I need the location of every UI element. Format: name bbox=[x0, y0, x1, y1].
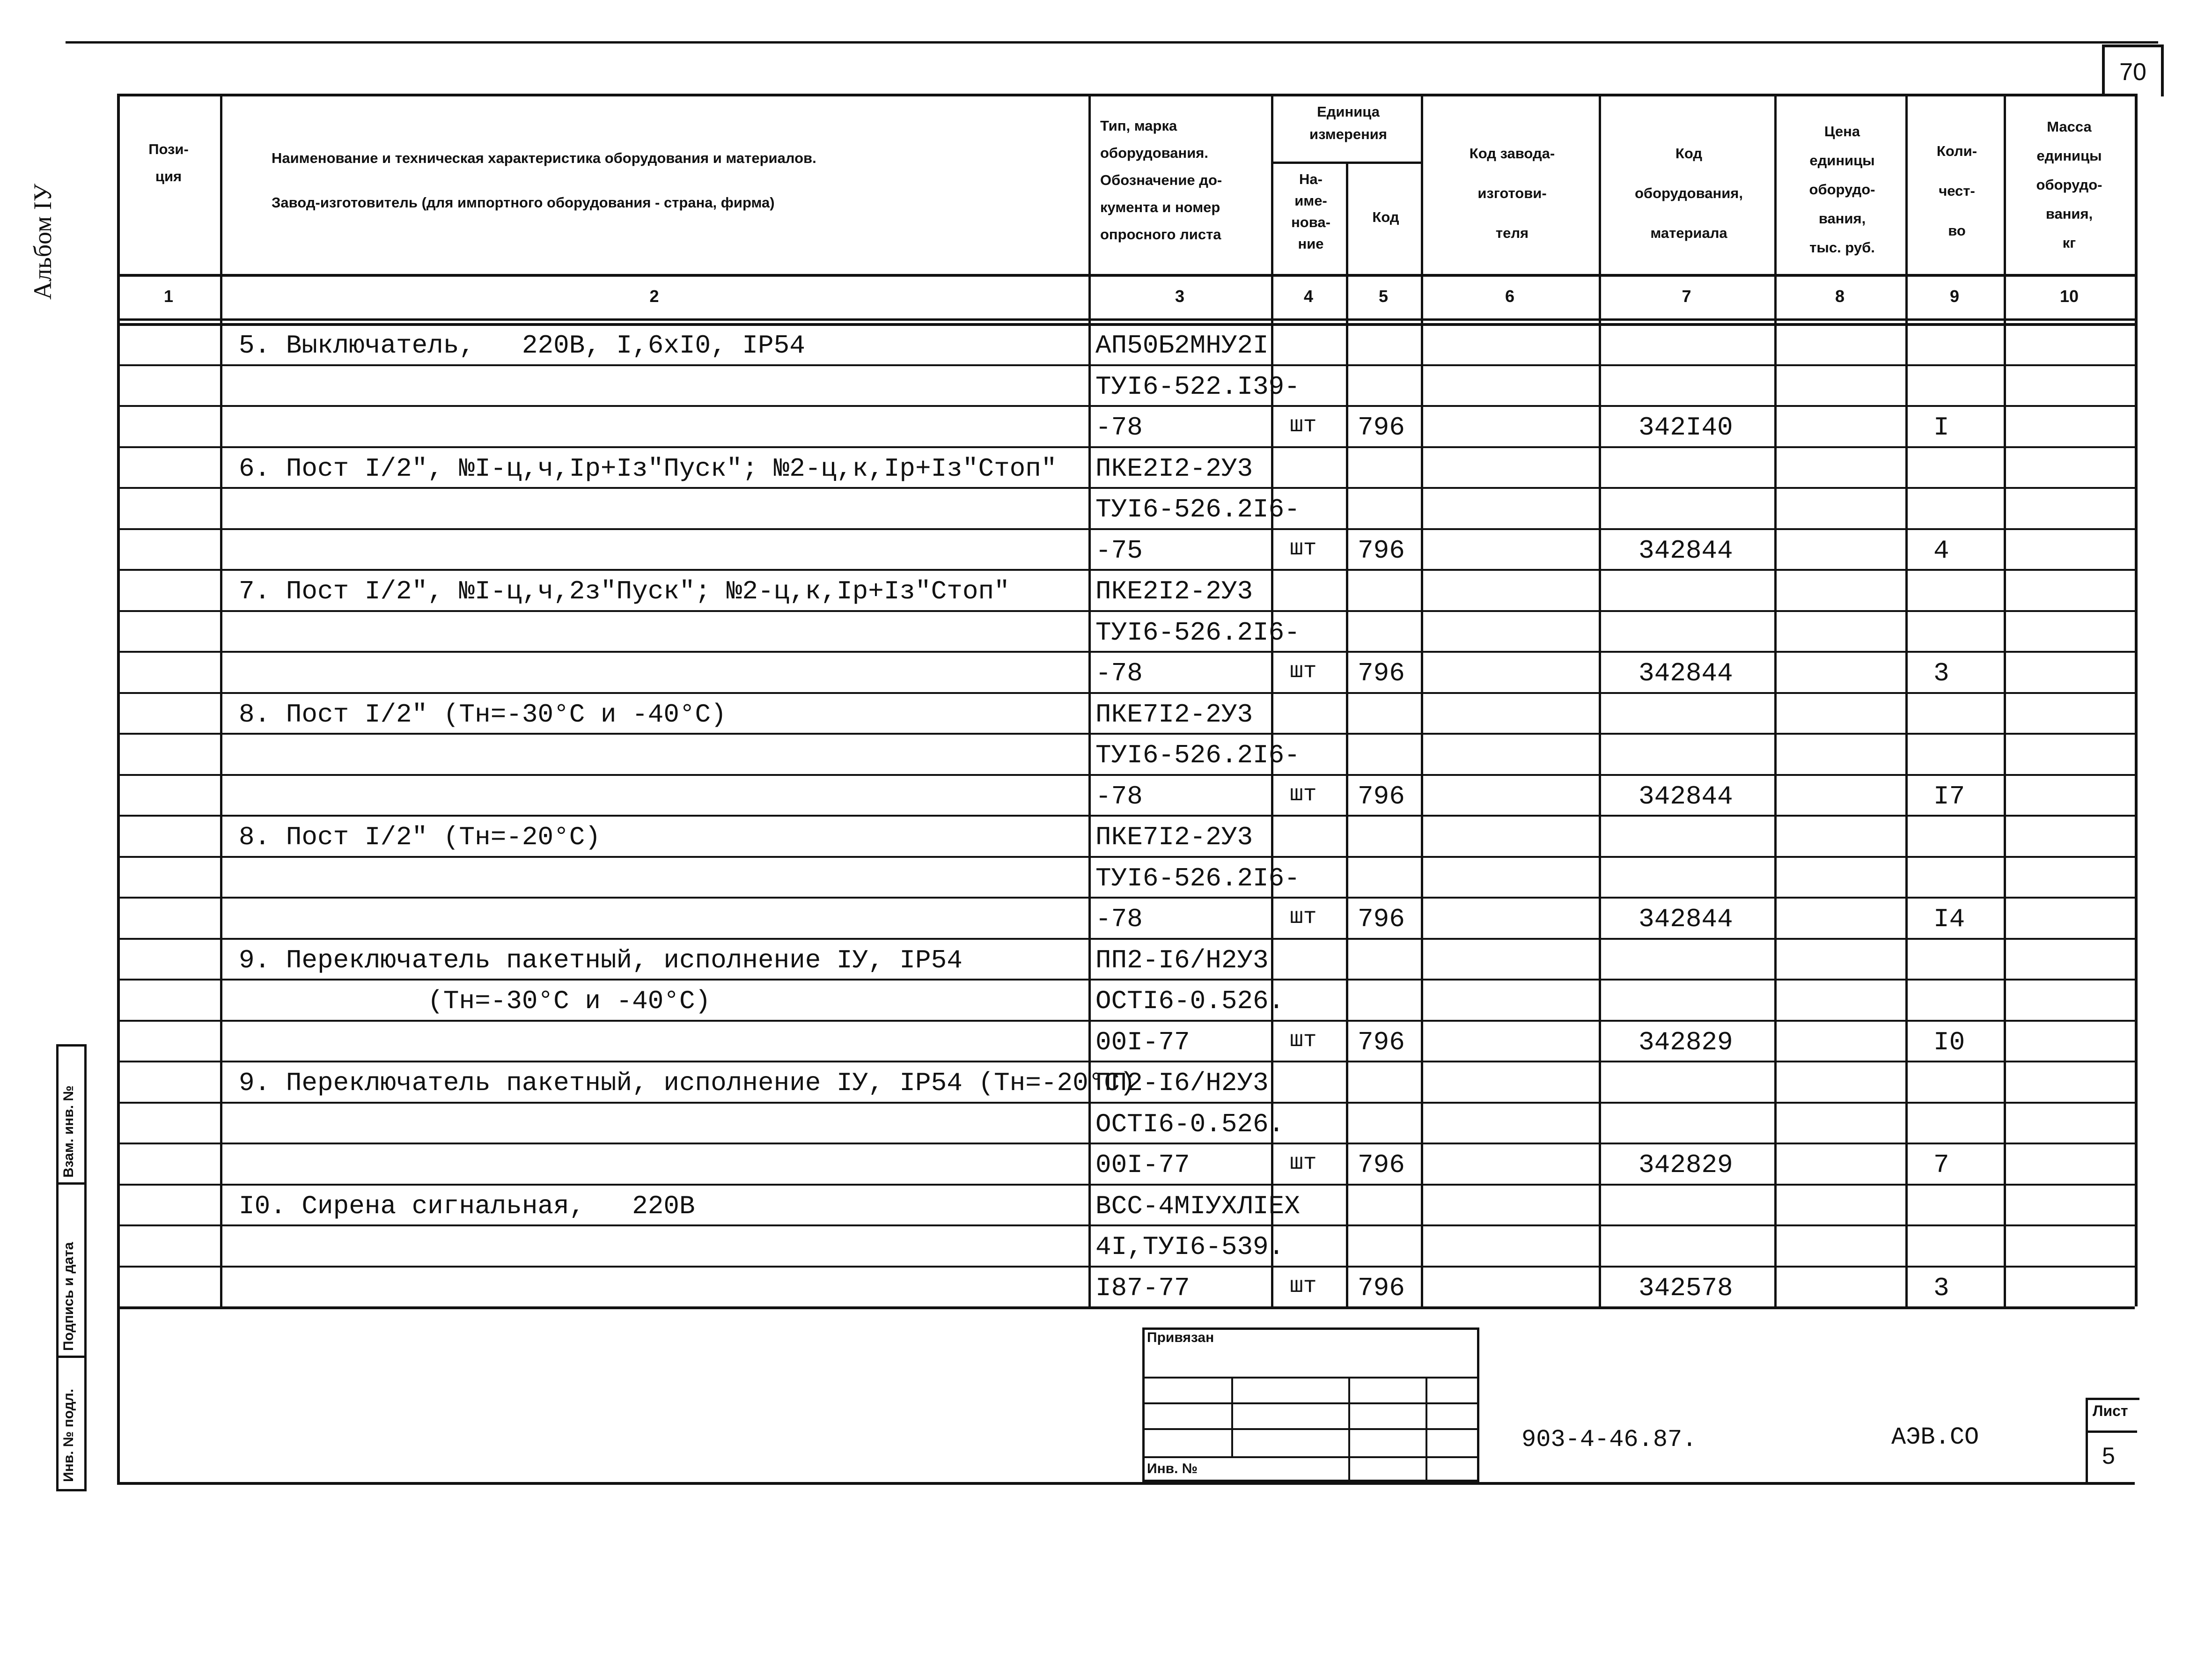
row-material-code: 342829 bbox=[1639, 1150, 1733, 1180]
header-col8: Цена единицы оборудо- вания, тыс. руб. bbox=[1809, 123, 1875, 256]
row-material-code: 342I40 bbox=[1639, 413, 1733, 442]
column-number-9: 9 bbox=[1949, 286, 1960, 306]
row-name: 9. Переключатель пакетный, исполнение IУ, IP54 (Тн=-20°С) bbox=[239, 1068, 1136, 1098]
doc-code: 903-4-46.87. bbox=[1521, 1426, 1697, 1453]
row-type: ПКЕ7I2-2У3 bbox=[1095, 699, 1253, 730]
header-col5: Код bbox=[1372, 209, 1399, 225]
row-quantity: 7 bbox=[1933, 1150, 1949, 1180]
row-type: -78 bbox=[1095, 904, 1143, 934]
row-name: I0. Сирена сигнальная, 220В bbox=[239, 1191, 695, 1221]
row-type: ПП2-I6/Н2У3 bbox=[1095, 1068, 1269, 1098]
row-type: ПКЕ2I2-2У3 bbox=[1095, 576, 1253, 606]
row-type: ТУI6-522.I39- bbox=[1095, 371, 1300, 402]
row-type: ПКЕ2I2-2У3 bbox=[1095, 453, 1253, 484]
row-type: ТУI6-526.2I6- bbox=[1095, 863, 1300, 893]
row-name: 6. Пост I/2", №I-ц,ч,Iр+Iз"Пуск"; №2-ц,к,Iр+Iз"Стоп" bbox=[239, 453, 1057, 484]
header-col9: Коли- чест- во bbox=[1936, 143, 1977, 239]
inv-no-label: Инв. № bbox=[1147, 1461, 1198, 1476]
row-code: 796 bbox=[1358, 1150, 1405, 1180]
privyazan-label: Привязан bbox=[1147, 1330, 1214, 1345]
row-unit: шт bbox=[1290, 1273, 1317, 1299]
header-col10: Масса единицы оборудо- вания, кг bbox=[2036, 118, 2102, 251]
row-name: 8. Пост I/2" (Тн=-20°С) bbox=[239, 822, 601, 852]
row-quantity: I bbox=[1933, 413, 1949, 442]
row-type: АП50Б2МНУ2I bbox=[1095, 331, 1269, 361]
row-quantity: 3 bbox=[1933, 1273, 1949, 1303]
row-type: ТУI6-526.2I6- bbox=[1095, 494, 1300, 524]
header-col4: На- име- нова- ние bbox=[1291, 171, 1330, 252]
row-type: ТУI6-526.2I6- bbox=[1095, 740, 1300, 770]
stamp-podpis: Подпись и дата bbox=[61, 1242, 76, 1351]
row-code: 796 bbox=[1358, 413, 1405, 442]
row-unit: шт bbox=[1290, 1027, 1317, 1053]
album-label: Альбом IУ bbox=[29, 184, 57, 300]
list-label: Лист bbox=[2093, 1402, 2128, 1419]
row-material-code: 342844 bbox=[1639, 904, 1733, 934]
section-code: АЭВ.СО bbox=[1891, 1423, 1979, 1451]
list-number: 5 bbox=[2102, 1443, 2115, 1469]
page-number: 70 bbox=[2102, 44, 2164, 96]
header-col2: Наименование и техническая характеристика оборудования и материалов. Завод-изготовитель (для импортного оборудования - страна, фирма) bbox=[272, 150, 816, 211]
row-type: ПКЕ7I2-2У3 bbox=[1095, 822, 1253, 852]
row-name: 7. Пост I/2", №I-ц,ч,2з"Пуск"; №2-ц,к,Iр+Iз"Стоп" bbox=[239, 576, 1010, 606]
row-name: 8. Пост I/2" (Тн=-30°С и -40°С) bbox=[239, 699, 727, 730]
row-type: ОСТI6-0.526. bbox=[1095, 1109, 1285, 1139]
row-type: ТУI6-526.2I6- bbox=[1095, 617, 1300, 648]
row-material-code: 342578 bbox=[1639, 1273, 1733, 1303]
row-type: -78 bbox=[1095, 413, 1143, 442]
header-col1: Пози- ция bbox=[148, 141, 189, 184]
stamp-vzam: Взам. инв. № bbox=[61, 1085, 76, 1178]
row-code: 796 bbox=[1358, 904, 1405, 934]
column-number-1: 1 bbox=[163, 286, 174, 306]
row-code: 796 bbox=[1358, 1273, 1405, 1303]
row-type: -78 bbox=[1095, 781, 1143, 811]
header-col3: Тип, марка оборудования. Обозначение до- кумента и номер опросного листа bbox=[1100, 118, 1222, 243]
column-number-3: 3 bbox=[1175, 286, 1185, 306]
row-code: 796 bbox=[1358, 1027, 1405, 1057]
row-unit: шт bbox=[1290, 536, 1317, 561]
header-col7: Код оборудования, материала bbox=[1634, 145, 1743, 241]
row-type: ОСТI6-0.526. bbox=[1095, 986, 1285, 1016]
column-number-8: 8 bbox=[1835, 286, 1845, 306]
row-type: -75 bbox=[1095, 535, 1143, 566]
row-quantity: I4 bbox=[1933, 904, 1965, 934]
row-type: ПП2-I6/Н2У3 bbox=[1095, 945, 1269, 975]
row-type: -78 bbox=[1095, 658, 1143, 688]
row-quantity: 3 bbox=[1933, 658, 1949, 688]
row-unit: шт bbox=[1290, 413, 1317, 438]
row-name: 5. Выключатель, 220В, I,6xI0, IP54 bbox=[239, 331, 805, 361]
header-unit: Единица измерения bbox=[1309, 103, 1387, 142]
column-number-5: 5 bbox=[1378, 286, 1389, 306]
row-material-code: 342844 bbox=[1639, 535, 1733, 566]
row-name: 9. Переключатель пакетный, исполнение IУ, IP54 bbox=[239, 945, 963, 975]
top-rule bbox=[66, 41, 2158, 44]
row-quantity: 4 bbox=[1933, 535, 1949, 566]
row-type: 4I,ТУI6-539. bbox=[1095, 1232, 1285, 1262]
row-type: 00I-77 bbox=[1095, 1150, 1190, 1180]
row-unit: шт bbox=[1290, 905, 1317, 930]
row-unit: шт bbox=[1290, 1150, 1317, 1176]
column-number-10: 10 bbox=[2059, 286, 2079, 306]
row-code: 796 bbox=[1358, 535, 1405, 566]
row-code: 796 bbox=[1358, 781, 1405, 811]
row-unit: шт bbox=[1290, 659, 1317, 684]
row-type: ВСС-4МIУХЛIЕХ bbox=[1095, 1191, 1300, 1221]
row-material-code: 342829 bbox=[1639, 1027, 1733, 1057]
row-material-code: 342844 bbox=[1639, 658, 1733, 688]
column-number-6: 6 bbox=[1505, 286, 1515, 306]
column-number-7: 7 bbox=[1682, 286, 1691, 306]
row-quantity: I7 bbox=[1933, 781, 1965, 811]
row-unit: шт bbox=[1290, 782, 1317, 807]
header-col6: Код завода- изготови- теля bbox=[1469, 145, 1555, 241]
row-type: 00I-77 bbox=[1095, 1027, 1190, 1057]
row-name: (Тн=-30°С и -40°С) bbox=[239, 986, 711, 1016]
row-code: 796 bbox=[1358, 658, 1405, 688]
column-number-4: 4 bbox=[1303, 286, 1314, 306]
column-number-2: 2 bbox=[649, 286, 659, 306]
stamp-inv: Инв. № подл. bbox=[61, 1388, 76, 1482]
row-material-code: 342844 bbox=[1639, 781, 1733, 811]
row-type: I87-77 bbox=[1095, 1273, 1190, 1303]
row-quantity: I0 bbox=[1933, 1027, 1965, 1057]
